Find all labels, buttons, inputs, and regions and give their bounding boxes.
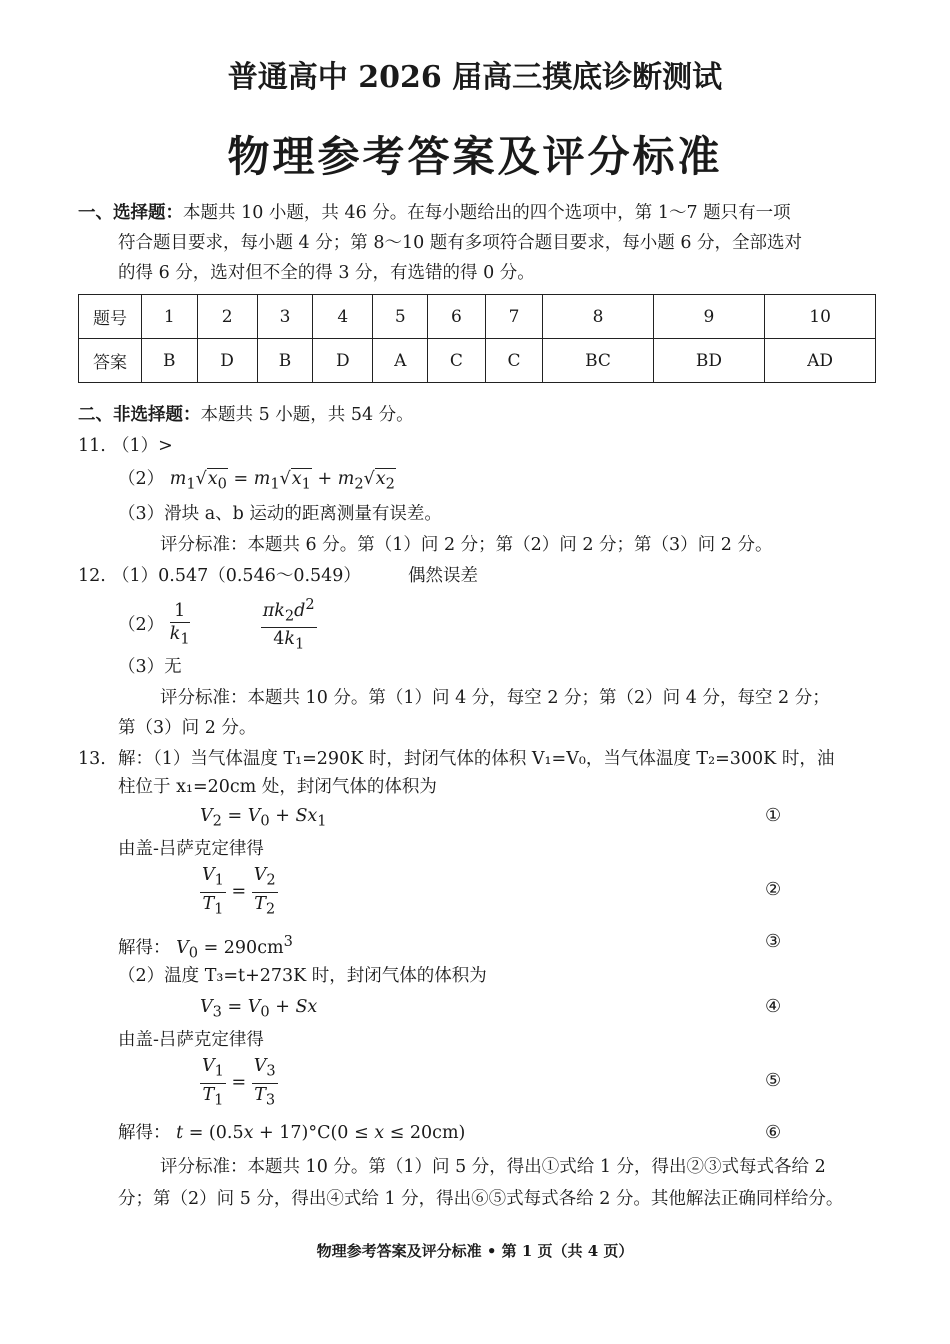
q13-eq5: $\frac{V_1}{T_1}$ = $\frac{V_3}{T_3}$	[202, 1056, 276, 1108]
table-cell: 6	[428, 295, 486, 339]
answer-table	[78, 294, 876, 383]
table-cell: 9	[653, 295, 765, 339]
q11-part1: （1）>	[112, 436, 173, 456]
table-cell: AD	[765, 339, 876, 383]
table-cell: B	[142, 339, 198, 383]
table-cell: C	[428, 339, 486, 383]
table-cell: D	[313, 339, 373, 383]
section2-line: 二、非选择题：本题共 5 小题，共 54 分。	[78, 405, 414, 425]
q11-scoring: 评分标准：本题共 6 分。第（1）问 2 分；第（2）问 2 分；第（3）问 2 分。	[160, 535, 773, 555]
table-cell: A	[373, 339, 428, 383]
q11-part2: （2） $m_1√x_0 = m_1√x_1 + m_2√x_2$	[118, 469, 395, 493]
q13-eq2: $\frac{V_1}{T_1}$ = $\frac{V_2}{T_2}$	[202, 865, 276, 917]
q11-number: 11.	[78, 436, 106, 456]
marker-4: ④	[765, 996, 782, 1017]
section1-heading: 一、选择题：	[78, 203, 183, 223]
section1-line2: 符合题目要求，每小题 4 分；第 8～10 题有多项符合题目要求，每小题 6 分，全部选对	[118, 233, 803, 253]
q12-scoring-1: 评分标准：本题共 10 分。第（1）问 4 分，每空 2 分；第（2）问 4 分，每空 2 分；	[160, 688, 830, 708]
q12-part1: （1）0.547（0.546～0.549）	[112, 566, 361, 586]
q12-fraction-2: $\frac{\pi k_2d^2}{4k_1}$	[262, 596, 315, 653]
q11-formula: $m_1√x_0 = m_1√x_1 + m_2√x_2$	[169, 469, 395, 493]
marker-5: ⑤	[765, 1070, 782, 1091]
q12-part3: （3）无	[118, 657, 182, 677]
q11-part3: （3）滑块 a、b 运动的距离测量有误差。	[118, 504, 442, 524]
page-footer: 物理参考答案及评分标准 • 第 1 页（共 4 页）	[316, 1242, 634, 1260]
table-cell: 1	[142, 295, 198, 339]
q12-number: 12.	[78, 566, 106, 586]
table-cell: BC	[543, 339, 653, 383]
q13-solve-2: 解得： t = (0.5x + 17)°C(0 ≤ x ≤ 20cm)	[118, 1123, 466, 1143]
q13-law-2: 由盖-吕萨克定律得	[118, 1030, 264, 1050]
q13-law-1: 由盖-吕萨克定律得	[118, 839, 264, 859]
marker-3: ③	[765, 931, 782, 952]
section1-line1: 一、选择题：本题共 10 小题，共 46 分。在每小题给出的四个选项中，第 1～7 题只有一项	[78, 203, 791, 223]
table-cell: 10	[765, 295, 876, 339]
row-header-answer: 答案	[79, 339, 142, 383]
q13-eq1: $V_2 = V_0 + Sx_1$	[200, 806, 327, 830]
table-cell: 3	[257, 295, 313, 339]
q13-line2: 柱位于 x₁=20cm 处，封闭气体的体积为	[118, 777, 437, 797]
table-row-answers	[79, 339, 876, 383]
marker-2: ②	[765, 879, 782, 900]
marker-6: ⑥	[765, 1122, 782, 1143]
table-cell: 7	[485, 295, 543, 339]
table-cell: 2	[197, 295, 257, 339]
q13-scoring-2: 分；第（2）问 5 分，得出④式给 1 分，得出⑥⑤式每式各给 2 分。其他解法正确同样给分。	[118, 1189, 844, 1209]
table-cell: 4	[313, 295, 373, 339]
table-row-numbers	[79, 295, 876, 339]
document-title: 物理参考答案及评分标准	[227, 132, 723, 181]
q13-number: 13.	[78, 749, 106, 769]
table-cell: B	[257, 339, 313, 383]
exam-title: 普通高中 2026 届高三摸底诊断测试	[227, 60, 723, 95]
table-cell: BD	[653, 339, 765, 383]
table-cell: C	[485, 339, 543, 383]
q12-part2: （2） $\frac{1}{k_1}$ $\frac{\pi k_2d^2}{4k_1}$	[118, 594, 317, 656]
q13-part2-line: （2）温度 T₃=t+273K 时，封闭气体的体积为	[118, 966, 487, 986]
section1-line3: 的得 6 分，选对但不全的得 3 分，有选错的得 0 分。	[118, 263, 535, 283]
marker-1: ①	[765, 805, 782, 826]
q13-scoring-1: 评分标准：本题共 10 分。第（1）问 5 分，得出①式给 1 分，得出②③式每式各给 2	[160, 1157, 826, 1177]
q12-fraction-1: $\frac{1}{k_1}$	[169, 600, 190, 648]
q13-solve-1: 解得： $V_0 = 290cm^3$	[118, 933, 293, 962]
table-cell: 5	[373, 295, 428, 339]
q12-part1-extra: 偶然误差	[408, 566, 478, 586]
q13-line1: 解：（1）当气体温度 T₁=290K 时，封闭气体的体积 V₁=V₀，当气体温度 T₂=300K 时，油	[118, 749, 835, 769]
q12-scoring-2: 第（3）问 2 分。	[118, 718, 257, 738]
table-cell: D	[197, 339, 257, 383]
table-cell: 8	[543, 295, 653, 339]
row-header-number: 题号	[79, 295, 142, 339]
q13-eq4: $V_3 = V_0 + Sx$	[200, 997, 318, 1021]
